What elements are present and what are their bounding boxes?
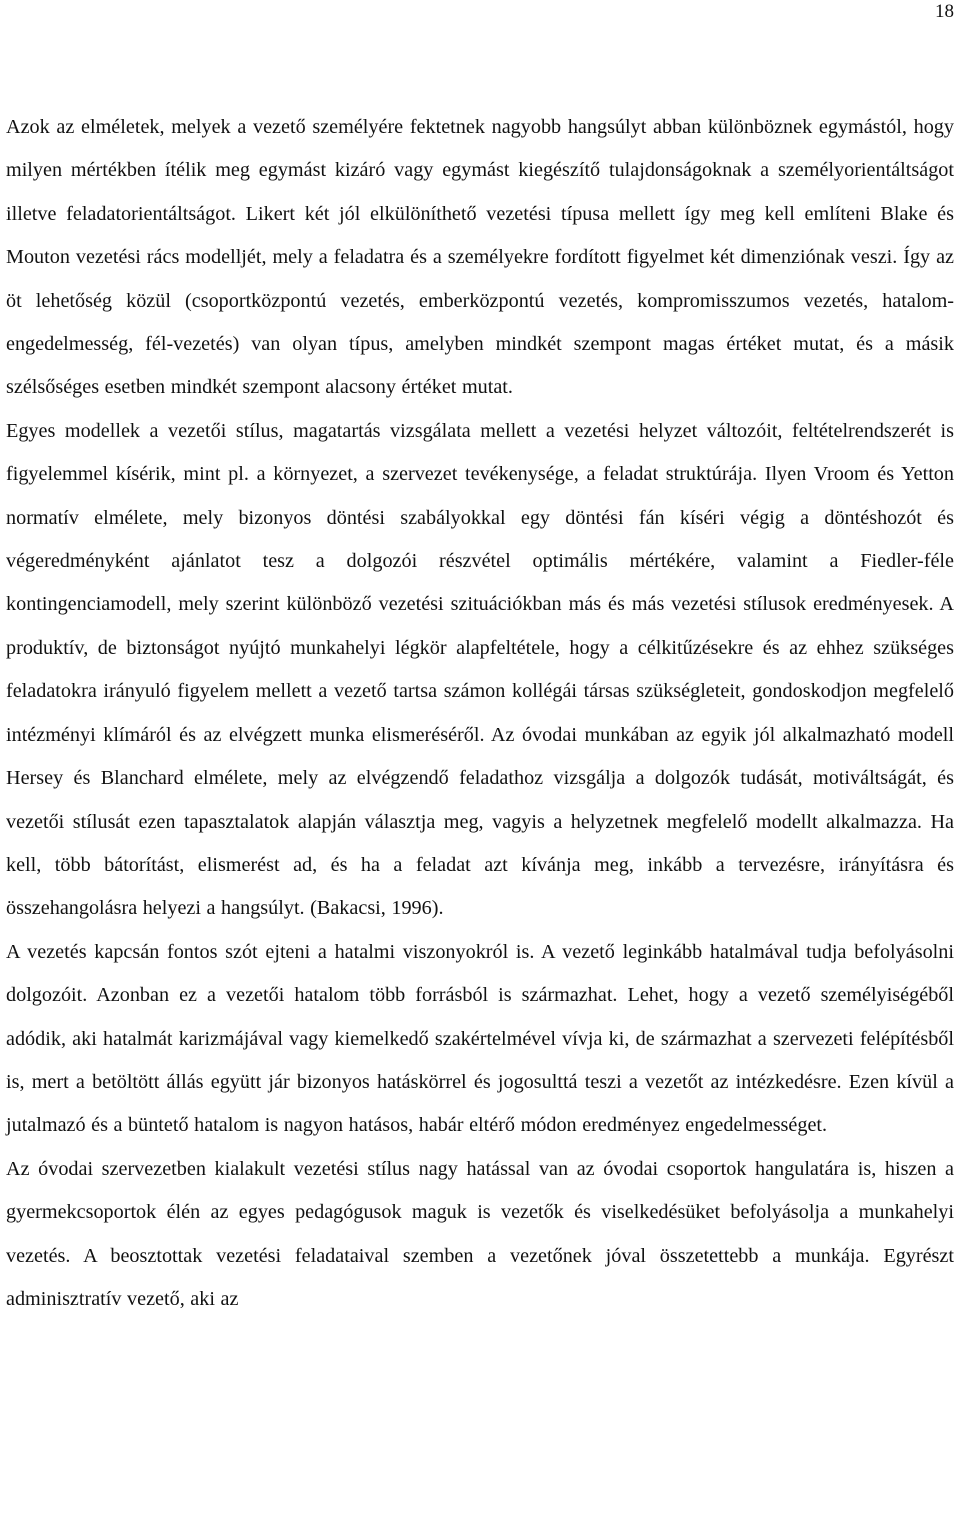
paragraph-kindergarten-leadership: Az óvodai szervezetben kialakult vezetési stílus nagy hatással van az óvodai csoportok hangulatára is, hiszen a gyermekcsoportok élén az egyes pedagógusok maguk is vezetők és viselkedésüket befolyásolja a munkahelyi vezetés. A beosztottak vezetési feladataival szemben a vezetőnek jóval összetettebb a munkája. Egyrészt adminisztratív vezető, aki az — [6, 1157, 954, 1310]
paragraph-leadership-theories: Azok az elméletek, melyek a vezető személyére fektetnek nagyobb hangsúlyt abban különböznek egymástól, hogy milyen mértékben ítélik meg egymást kizáró vagy egymást kiegészítő tulajdonságoknak a személyorientáltságot illetve feladatorientáltságot. Likert két jól elkülöníthető vezetési típusa mellett így meg kell említeni Blake és Mouton vezetési rács modelljét, mely a feladatra és a személyekre fordított figyelmet két dimenziónak veszi. Így az öt lehetőség közül (csoportközpontú vezetés, emberközpontú vezetés, kompromisszumos vezetés, hatalom-engedelmesség, fél-vezetés) van olyan típus, amelyben mindkét szempont magas értéket mutat, és a másik szélsőséges esetben mindkét szempont alacsony értéket mutat. — [6, 116, 954, 399]
document-body — [6, 106, 954, 1321]
page-number: 18 — [935, 1, 954, 22]
paragraph-situational-models: Egyes modellek a vezetői stílus, magatartás vizsgálata mellett a vezetési helyzet változóit, feltételrendszerét is figyelemmel kísérik, mint pl. a környezet, a szervezet tevékenysége, a feladat struktúrája. Ilyen Vroom és Yetton normatív elmélete, mely bizonyos döntési szabályokkal egy döntési fán kíséri végig a döntéshozót és végeredményként ajánlatot tesz a dolgozói részvétel optimális mértékére, valamint a Fiedler-féle kontingenciamodell, mely szerint különböző vezetési szituációkban más és más vezetési stílusok eredményesek. A produktív, de biztonságot nyújtó munkahelyi légkör alapfeltétele, hogy a célkitűzésekre és az ehhez szükséges feladatokra irányuló figyelem mellett a vezető tartsa számon kollégái társas szükségleteit, gondoskodjon megfelelő intézményi klímáról és az elvégzett munka elismeréséről. Az óvodai munkában az egyik jól alkalmazható modell Hersey és Blanchard elmélete, mely az elvégzendő feladathoz vizsgálja a dolgozók tudását, motiváltságát, és vezetői stílusát ezen tapasztalatok alapján választja meg, vagyis a helyzetnek megfelelő modellt alkalmazza. Ha kell, több bátorítást, elismerést ad, és ha a feladat azt kívánja meg, inkább a tervezésre, irányításra és összehangolásra helyezi a hangsúlyt. (Bakacsi, 1996). — [6, 419, 954, 920]
paragraph-power-relations: A vezetés kapcsán fontos szót ejteni a hatalmi viszonyokról is. A vezető leginkább hatalmával tudja befolyásolni dolgozóit. Azonban ez a vezetői hatalom több forrásból is származhat. Lehet, hogy a vezető személyiségéből adódik, aki hatalmát karizmájával vagy kiemelkedő szakértelmével vívja ki, de származhat a szervezeti felépítésből is, mert a betöltött állás együtt jár bizonyos hatáskörrel és jogosulttá teszi a vezetőt az intézkedésre. Ezen kívül a jutalmazó és a büntető hatalom is nagyon hatásos, habár eltérő módon eredményez engedelmességet. — [6, 940, 954, 1137]
